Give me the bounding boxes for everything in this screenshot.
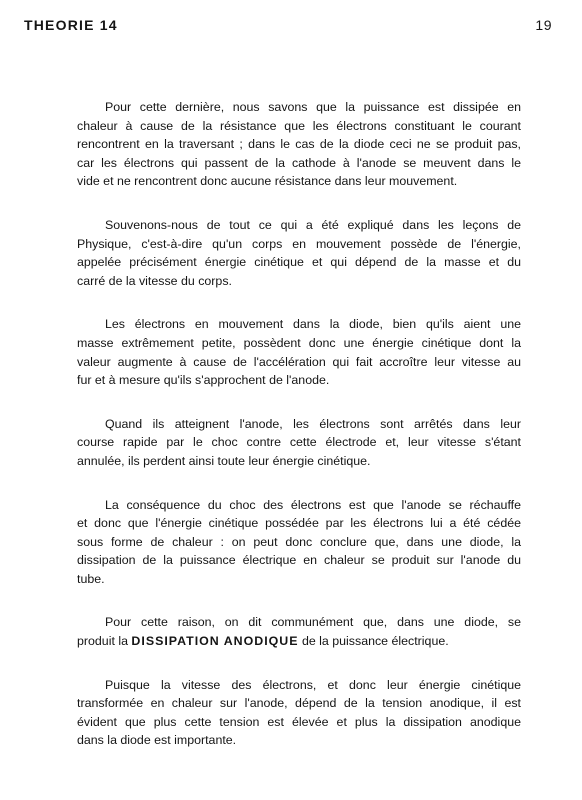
text-line: Pour cette raison, on dit communément que, dans une diode, se [105, 615, 521, 630]
text-line: dissipation de la puissance électrique en chaleur se produit sur l'anode du [77, 553, 521, 568]
text-line: fur et à mesure qu'ils s'approchent de l'anode. [77, 373, 330, 388]
text-line: Physique, c'est-à-dire qu'un corps en mouvement possède de l'énergie, [77, 236, 521, 251]
text-line: et donc que l'énergie cinétique possédée par les électrons lui a été cédée [77, 516, 521, 531]
text-line: dans la diode est importante. [77, 733, 237, 748]
text-line: Souvenons-nous de tout ce qui a été expliqué dans les leçons de [105, 217, 521, 232]
text-line: carré de la vitesse du corps. [77, 273, 232, 288]
text-line: chaleur à cause de la résistance que les électrons constituant le courant [77, 118, 521, 133]
text-line: vide et ne rencontrent donc aucune résistance dans leur mouvement. [77, 174, 458, 189]
text-line: La conséquence du choc des électrons est que l'anode se réchauffe [105, 497, 521, 512]
paragraph [77, 496, 521, 589]
text-line [77, 632, 521, 651]
emphasized-term: DISSIPATION ANODIQUE [131, 634, 299, 649]
paragraph [77, 613, 521, 650]
document-body [77, 98, 521, 775]
page-header [24, 17, 552, 37]
text-line: car les électrons qui passent de la cathode à l'anode se meuvent dans le [77, 155, 521, 170]
text-line: transformée en chaleur sur l'anode, dépend de la tension anodique, il est [77, 696, 521, 711]
chapter-title: THEORIE 14 [24, 17, 118, 33]
text-line: annulée, ils perdent ainsi toute leur énergie cinétique. [77, 453, 371, 468]
paragraph [77, 98, 521, 191]
text-line: Pour cette dernière, nous savons que la puissance est dissipée en [105, 100, 521, 114]
text-line: valeur augmente à cause de l'accélération qui fait accroître leur vitesse au [77, 354, 521, 369]
text-line: rencontrent en la traversant ; dans le cas de la diode ceci ne se produit pas, [77, 137, 521, 152]
paragraph [77, 415, 521, 471]
text-run: de la puissance électrique. [298, 634, 449, 649]
text-line: tube. [77, 571, 105, 586]
text-run: produit la [77, 634, 132, 649]
page-number: 19 [535, 17, 552, 33]
text-line: appelée précisément énergie cinétique et qui dépend de la masse et du [77, 255, 521, 270]
text-line: sous forme de chaleur : on peut donc conclure que, dans une diode, la [77, 534, 521, 549]
text-line: évident que plus cette tension est élevée et plus la dissipation anodique [77, 714, 521, 729]
paragraph [77, 676, 521, 750]
text-line: masse extrêmement petite, possèdent donc une énergie cinétique dont la [77, 335, 521, 350]
text-line: Quand ils atteignent l'anode, les électrons sont arrêtés dans leur [105, 416, 521, 431]
paragraph [77, 315, 521, 389]
text-line: Les électrons en mouvement dans la diode, bien qu'ils aient une [105, 317, 521, 332]
paragraph [77, 216, 521, 290]
text-line: Puisque la vitesse des électrons, et donc leur énergie cinétique [105, 677, 521, 692]
text-line: course rapide par le choc contre cette électrode et, leur vitesse s'étant [77, 435, 521, 450]
